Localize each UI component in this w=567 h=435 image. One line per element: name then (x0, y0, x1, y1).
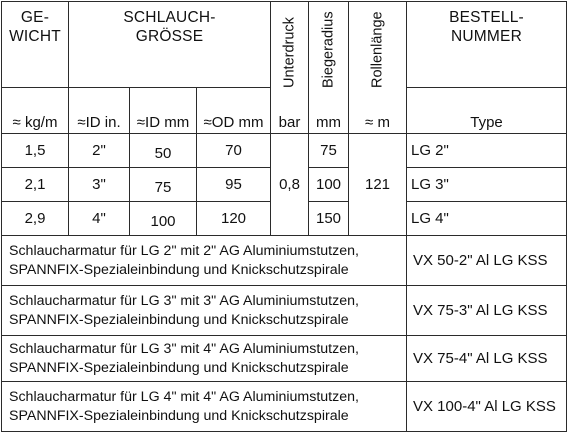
header-bend-radius-unit: mm (316, 114, 341, 131)
fitting-description-line1: Schlaucharmatur für LG 3" mit 4" AG Aluminiumstutzen, (9, 340, 359, 357)
fitting-row (2, 236, 567, 286)
fitting-description (2, 286, 407, 336)
cell-od-mm: 95 (197, 168, 271, 202)
header-vacuum-title: Unterdruck (281, 17, 297, 88)
cell-vacuum: 0,8 (271, 134, 309, 236)
header-weight-unit: ≈ kg/m (2, 87, 69, 133)
fitting-description-line1: Schlaucharmatur für LG 3" mit 3" AG Aluminiumstutzen, (9, 292, 359, 309)
cell-od-mm: 120 (197, 202, 271, 236)
header-roll-length (349, 2, 407, 134)
cell-id-in: 3" (69, 168, 130, 202)
cell-id-mm: 50 (130, 134, 197, 168)
fitting-row (2, 336, 567, 382)
fitting-description-line2: SPANNFIX-Spezialeinbindung und Knickschutzspirale (9, 261, 349, 278)
header-roll-length-unit: ≈ m (365, 114, 390, 131)
fitting-description-line1: Schlaucharmatur für LG 4" mit 4" AG Aluminiumstutzen, (9, 388, 359, 405)
cell-bend-radius: 100 (309, 168, 349, 202)
header-roll-length-title: Rollenlänge (369, 11, 385, 88)
cell-id-mm: 100 (130, 202, 197, 236)
cell-order: LG 3" (407, 168, 567, 202)
header-hose-size-title: SCHLAUCH- GRÖSSE (69, 2, 271, 88)
header-id-mm-unit: ≈ID mm (130, 87, 197, 133)
cell-od-mm: 70 (197, 134, 271, 168)
cell-id-in: 4" (69, 202, 130, 236)
cell-bend-radius: 75 (309, 134, 349, 168)
header-weight-title: GE- WICHT (2, 2, 69, 88)
fitting-order: VX 50-2" Al LG KSS (407, 236, 567, 286)
header-title-row (2, 2, 567, 88)
fitting-row (2, 286, 567, 336)
table-row (2, 134, 567, 168)
header-id-in-unit: ≈ID in. (69, 87, 130, 133)
header-od-mm-unit: ≈OD mm (197, 87, 271, 133)
cell-weight: 1,5 (2, 134, 69, 168)
cell-weight: 2,1 (2, 168, 69, 202)
header-order-unit: Type (407, 87, 567, 133)
fitting-description-line2: SPANNFIX-Spezialeinbindung und Knickschutzspirale (9, 407, 349, 424)
cell-order: LG 4" (407, 202, 567, 236)
fitting-order: VX 100-4" Al LG KSS (407, 382, 567, 432)
fitting-description-line2: SPANNFIX-Spezialeinbindung und Knickschutzspirale (9, 311, 349, 328)
fitting-description (2, 382, 407, 432)
fitting-order: VX 75-3" Al LG KSS (407, 286, 567, 336)
fitting-order: VX 75-4" Al LG KSS (407, 336, 567, 382)
header-vacuum (271, 2, 309, 134)
fitting-row (2, 382, 567, 432)
fitting-description (2, 236, 407, 286)
cell-order: LG 2" (407, 134, 567, 168)
header-order-title: BESTELL- NUMMER (407, 2, 567, 88)
fitting-description-line2: SPANNFIX-Spezialeinbindung und Knickschutzspirale (9, 359, 349, 376)
fitting-description-line1: Schlaucharmatur für LG 2" mit 2" AG Aluminiumstutzen, (9, 242, 359, 259)
cell-id-mm: 75 (130, 168, 197, 202)
fitting-description (2, 336, 407, 382)
cell-bend-radius: 150 (309, 202, 349, 236)
cell-roll-length: 121 (349, 134, 407, 236)
header-vacuum-unit: bar (278, 114, 301, 131)
cell-id-in: 2" (69, 134, 130, 168)
header-bend-radius (309, 2, 349, 134)
header-bend-radius-title: Biegeradius (320, 11, 336, 88)
cell-weight: 2,9 (2, 202, 69, 236)
hose-spec-table (1, 1, 567, 432)
